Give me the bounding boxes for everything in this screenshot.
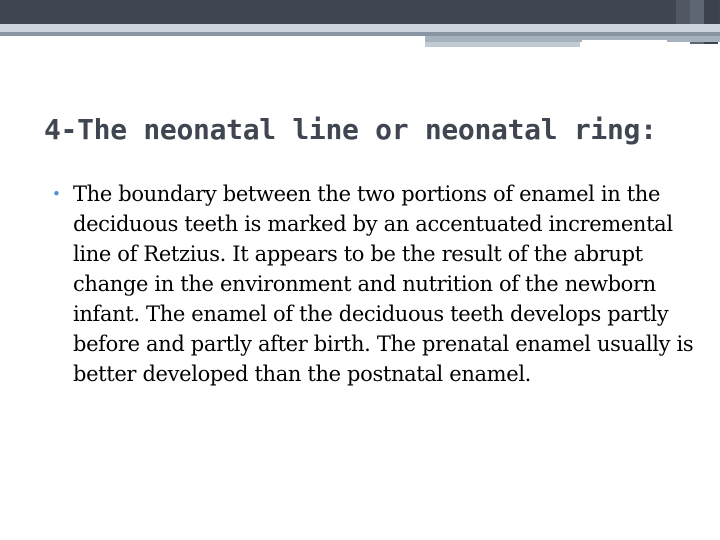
- bullet-text: The boundary between the two portions of enamel in the deciduous teeth is marked by an accentuated incremental line of Retzius. It appears to be the result of the abrupt change in the environment and nutrition of the newborn infant. The enamel of the deciduous teeth develops partly before and partly after birth. The prenatal enamel usually is better developed than the postnatal enamel.: [73, 182, 694, 386]
- bullet-marker: •: [52, 185, 61, 203]
- banner-stripe: [425, 42, 580, 47]
- header-banner: [0, 0, 720, 24]
- banner-tile: [676, 0, 690, 24]
- bullet-list: [52, 179, 698, 389]
- banner-stripe: [0, 24, 720, 32]
- slide-title: 4-The neonatal line or neonatal ring:: [44, 113, 657, 146]
- bullet-item: [52, 179, 698, 389]
- banner-stripe: [582, 40, 667, 42]
